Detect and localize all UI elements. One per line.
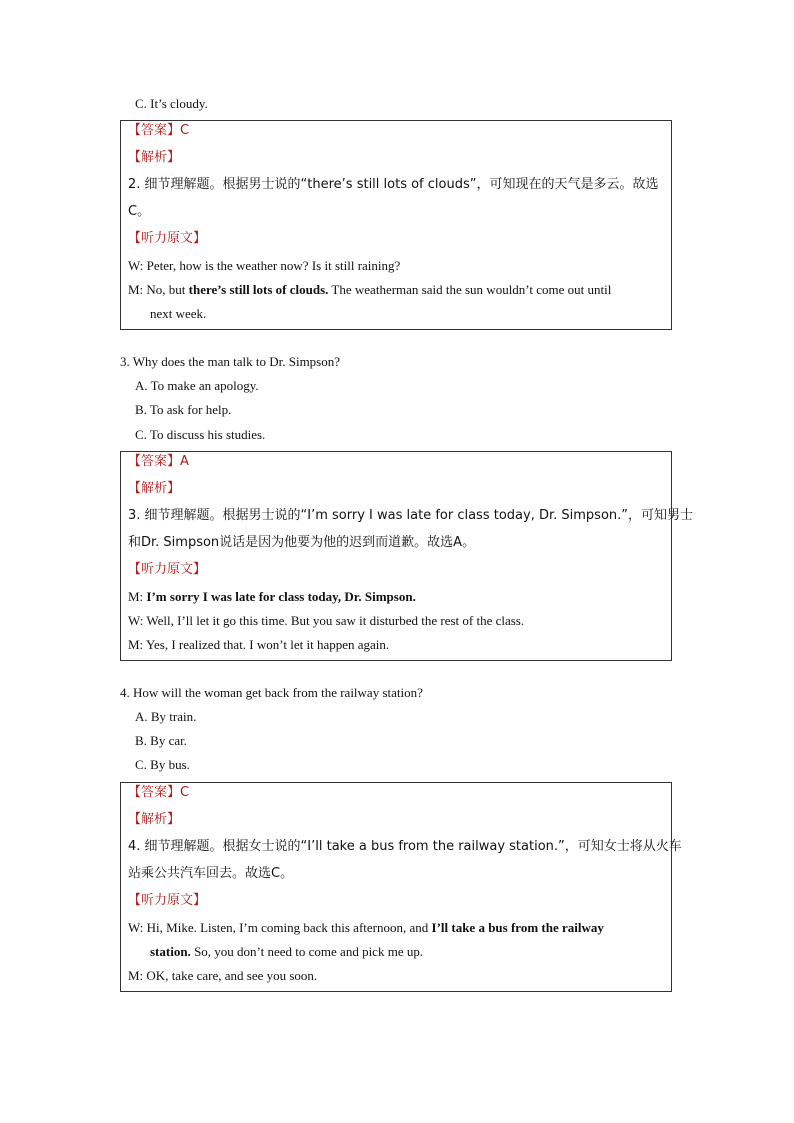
answer-value: A <box>180 454 189 469</box>
q2-answer-row <box>128 123 189 139</box>
q3-answer-row <box>128 454 189 470</box>
transcript-label: 【听力原文】 <box>128 562 207 577</box>
analysis-text-line1: 3. 细节理解题。根据男士说的“I’m sorry I was late for class today, Dr. Simpson.”，可知男士 <box>128 508 693 523</box>
q4-option-b: B. By car. <box>135 733 187 748</box>
q3-option-b: B. To ask for help. <box>135 402 232 417</box>
answer-label: 【答案】 <box>128 785 181 800</box>
transcript-line-2: M: OK, take care, and see you soon. <box>128 968 318 983</box>
key-phrase: I’ll take a bus from the railway <box>431 920 604 935</box>
transcript-line-1 <box>128 920 604 936</box>
q2-option-c: C. It’s cloudy. <box>135 96 208 111</box>
q4-answer-box <box>120 782 682 992</box>
analysis-label: 【解析】 <box>128 150 181 165</box>
analysis-text-line2: 站乘公共汽车回去。故选C。 <box>128 866 294 881</box>
transcript-line-1 <box>128 589 416 605</box>
transcript-line-3: M: Yes, I realized that. I won’t let it happen again. <box>128 637 390 652</box>
analysis-text-line2: C。 <box>128 204 151 219</box>
transcript-label: 【听力原文】 <box>128 893 207 908</box>
q3-option-a: A. To make an apology. <box>135 378 259 393</box>
analysis-label: 【解析】 <box>128 481 181 496</box>
q4-answer-row <box>128 785 189 801</box>
transcript-label: 【听力原文】 <box>128 231 207 246</box>
q3-answer-box <box>120 451 693 661</box>
answer-label: 【答案】 <box>128 454 181 469</box>
transcript-line-2-cont: next week. <box>150 306 207 321</box>
speaker-text: M: <box>128 589 147 604</box>
q4-option-c: C. By bus. <box>135 757 190 772</box>
transcript-line-2: W: Well, I’ll let it go this time. But you saw it disturbed the rest of the class. <box>128 613 525 628</box>
q3-option-c: C. To discuss his studies. <box>135 427 266 442</box>
answer-value: C <box>180 785 190 800</box>
q2-answer-box <box>120 120 672 330</box>
key-phrase: there’s still lots of clouds. <box>188 282 329 297</box>
transcript-text: The weatherman said the sun wouldn’t come out until <box>328 282 612 297</box>
answer-label: 【答案】 <box>128 123 181 138</box>
speaker-text: W: Hi, Mike. Listen, I’m coming back this afternoon, and <box>128 920 432 935</box>
key-phrase-cont: station. <box>150 944 191 959</box>
q4-option-a: A. By train. <box>135 709 197 724</box>
transcript-line-2 <box>128 282 611 298</box>
analysis-text-line2: 和Dr. Simpson说话是因为他要为他的迟到而道歉。故选A。 <box>128 535 476 550</box>
analysis-text-line1: 4. 细节理解题。根据女士说的“I’ll take a bus from the railway station.”，可知女士将从火车 <box>128 839 682 854</box>
answer-value: C <box>180 123 190 138</box>
speaker-text: M: No, but <box>128 282 189 297</box>
q4-question: 4. How will the woman get back from the railway station? <box>120 685 423 700</box>
transcript-line-1: W: Peter, how is the weather now? Is it still raining? <box>128 258 401 273</box>
transcript-text: So, you don’t need to come and pick me up. <box>190 944 424 959</box>
analysis-text-line1: 2. 细节理解题。根据男士说的“there’s still lots of clouds”，可知现在的天气是多云。故选 <box>128 177 659 192</box>
transcript-line-1-cont <box>150 944 423 960</box>
key-phrase: I’m sorry I was late for class today, Dr. Simpson. <box>146 589 416 604</box>
analysis-label: 【解析】 <box>128 812 181 827</box>
q3-question: 3. Why does the man talk to Dr. Simpson? <box>120 354 341 369</box>
